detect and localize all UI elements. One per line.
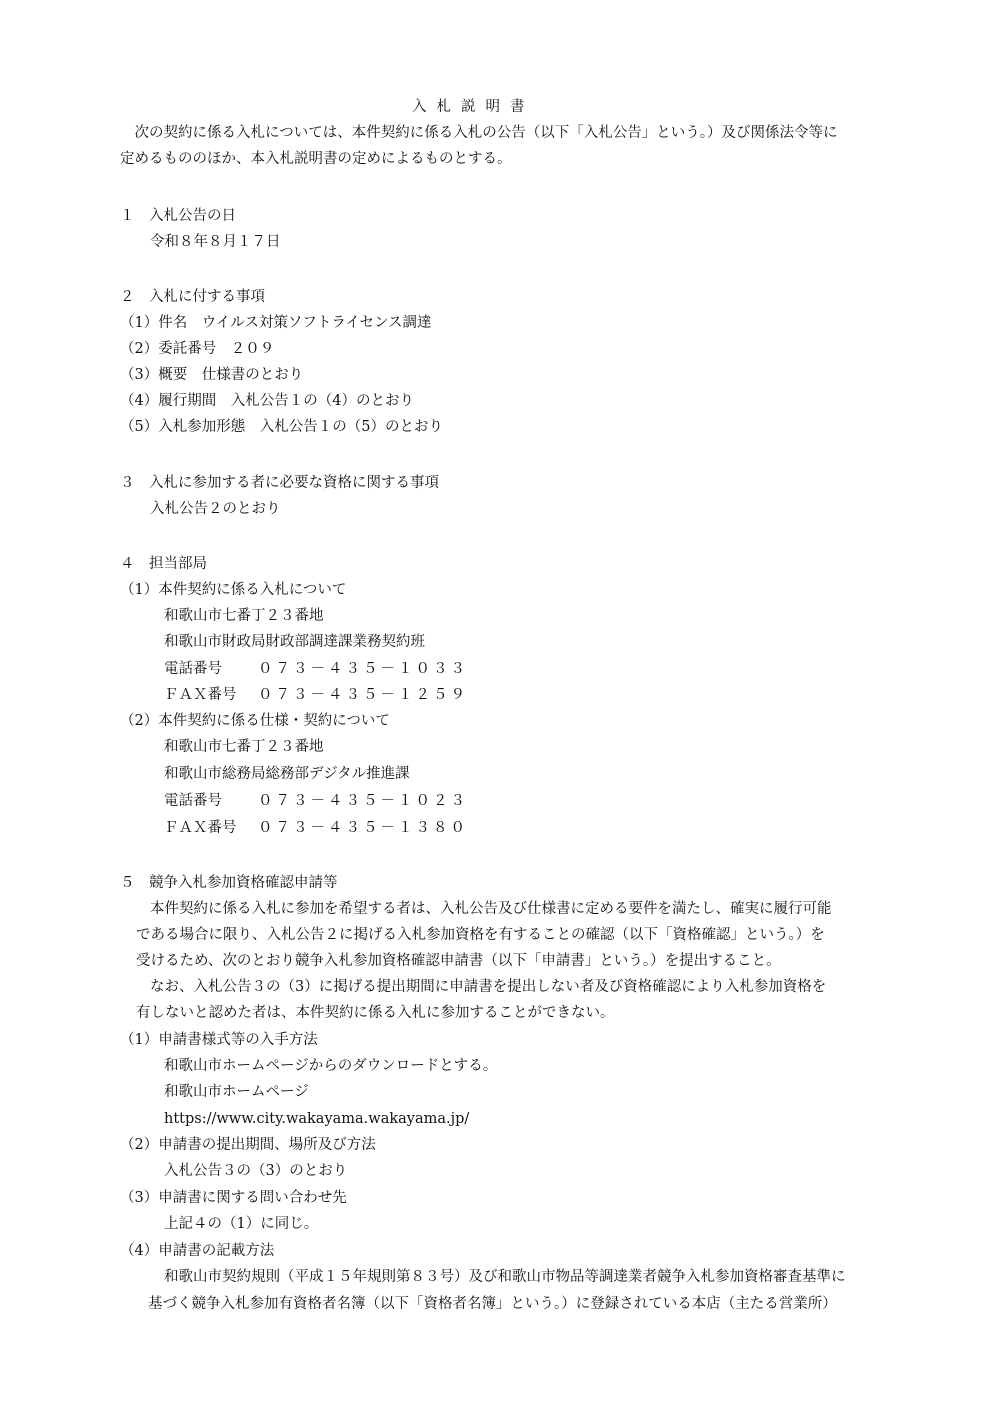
- intro-line-2: 定めるもののほか、本入札説明書の定めによるものとする。: [120, 151, 512, 167]
- section-2-item-summary: （3）概要 仕様書のとおり: [120, 367, 304, 383]
- section-4-sub2-address: 和歌山市七番丁２３番地: [164, 739, 324, 755]
- section-5-para1-line2: である場合に限り、入札公告２に掲げる入札参加資格を有することの確認（以下「資格確認」という。）を: [136, 927, 825, 943]
- section-4-sub2-tel: ０７３－４３５－１０２３: [258, 793, 468, 809]
- section-5-heading: ５ 競争入札参加資格確認申請等: [120, 875, 338, 891]
- section-5-item4-line1: 和歌山市契約規則（平成１５年規則第８３号）及び和歌山市物品等調達業者競争入札参加資格審査基準に: [164, 1269, 846, 1285]
- section-5-item3-body: 上記４の（1）に同じ。: [164, 1216, 319, 1232]
- section-4-sub1-tel-label: 電話番号: [164, 661, 222, 677]
- section-5-item4-line2: 基づく競争入札参加有資格者名簿（以下「資格者名簿」という。）に登録されている本店（主たる営業所）: [148, 1296, 837, 1312]
- section-4-sub1-office: 和歌山市財政局財政部調達課業務契約班: [164, 634, 425, 650]
- announcement-date: 令和８年８月１７日: [150, 234, 281, 250]
- section-4-sub2-fax-label: ＦＡＸ番号: [164, 820, 237, 836]
- section-2-item-form: （5）入札参加形態 入札公告１の（5）のとおり: [120, 419, 443, 435]
- section-5-para2-line2: 有しないと認めた者は、本件契約に係る入札に参加することができない。: [136, 1005, 615, 1021]
- section-1-heading: １ 入札公告の日: [120, 208, 236, 224]
- section-4-sub2-tel-label: 電話番号: [164, 793, 222, 809]
- section-5-item1-label: （1）申請書様式等の入手方法: [120, 1032, 318, 1048]
- section-4-sub2-fax: ０７３－４３５－１３８０: [258, 820, 468, 836]
- section-3-heading: ３ 入札に参加する者に必要な資格に関する事項: [120, 475, 439, 491]
- section-4-sub1-address: 和歌山市七番丁２３番地: [164, 608, 324, 624]
- section-5-item2-body: 入札公告３の（3）のとおり: [164, 1163, 348, 1179]
- section-4-heading: ４ 担当部局: [120, 556, 207, 572]
- section-5-item4-label: （4）申請書の記載方法: [120, 1243, 275, 1259]
- section-5-item1-line2: 和歌山市ホームページ: [164, 1084, 309, 1100]
- section-4-sub1-fax: ０７３－４３５－１２５９: [258, 687, 468, 703]
- section-2-item-period: （4）履行期間 入札公告１の（4）のとおり: [120, 393, 414, 409]
- section-5-para2-line1: なお、入札公告３の（3）に掲げる提出期間に申請書を提出しない者及び資格確認により入札参加資格を: [150, 979, 827, 995]
- section-2-heading: ２ 入札に付する事項: [120, 289, 265, 305]
- section-5-item2-label: （2）申請書の提出期間、場所及び方法: [120, 1137, 376, 1153]
- intro-line-1: 次の契約に係る入札については、本件契約に係る入札の公告（以下「入札公告」という。）及び関係法令等に: [120, 125, 838, 141]
- document-title: 入札説明書: [412, 99, 535, 115]
- section-2-item-subject: （1）件名 ウイルス対策ソフトライセンス調達: [120, 315, 432, 331]
- section-5-para1-line1: 本件契約に係る入札に参加を希望する者は、入札公告及び仕様書に定める要件を満たし、確実に履行可能: [150, 901, 832, 917]
- section-4-sub2-label: （2）本件契約に係る仕様・契約について: [120, 713, 390, 729]
- section-4-sub1-fax-label: ＦＡＸ番号: [164, 687, 237, 703]
- homepage-url-link[interactable]: https://www.city.wakayama.wakayama.jp/: [164, 1111, 470, 1127]
- section-4-sub1-label: （1）本件契約に係る入札について: [120, 582, 347, 598]
- section-5-item3-label: （3）申請書に関する問い合わせ先: [120, 1190, 347, 1206]
- section-2-item-number: （2）委託番号 ２０９: [120, 341, 275, 357]
- section-5-item1-line1: 和歌山市ホームページからのダウンロードとする。: [164, 1058, 498, 1074]
- section-3-body: 入札公告２のとおり: [150, 501, 281, 517]
- section-4-sub1-tel: ０７３－４３５－１０３３: [258, 661, 468, 677]
- section-5-para1-line3: 受けるため、次のとおり競争入札参加資格確認申請書（以下「申請書」という。）を提出すること。: [136, 953, 781, 969]
- section-4-sub2-office: 和歌山市総務局総務部デジタル推進課: [164, 766, 410, 782]
